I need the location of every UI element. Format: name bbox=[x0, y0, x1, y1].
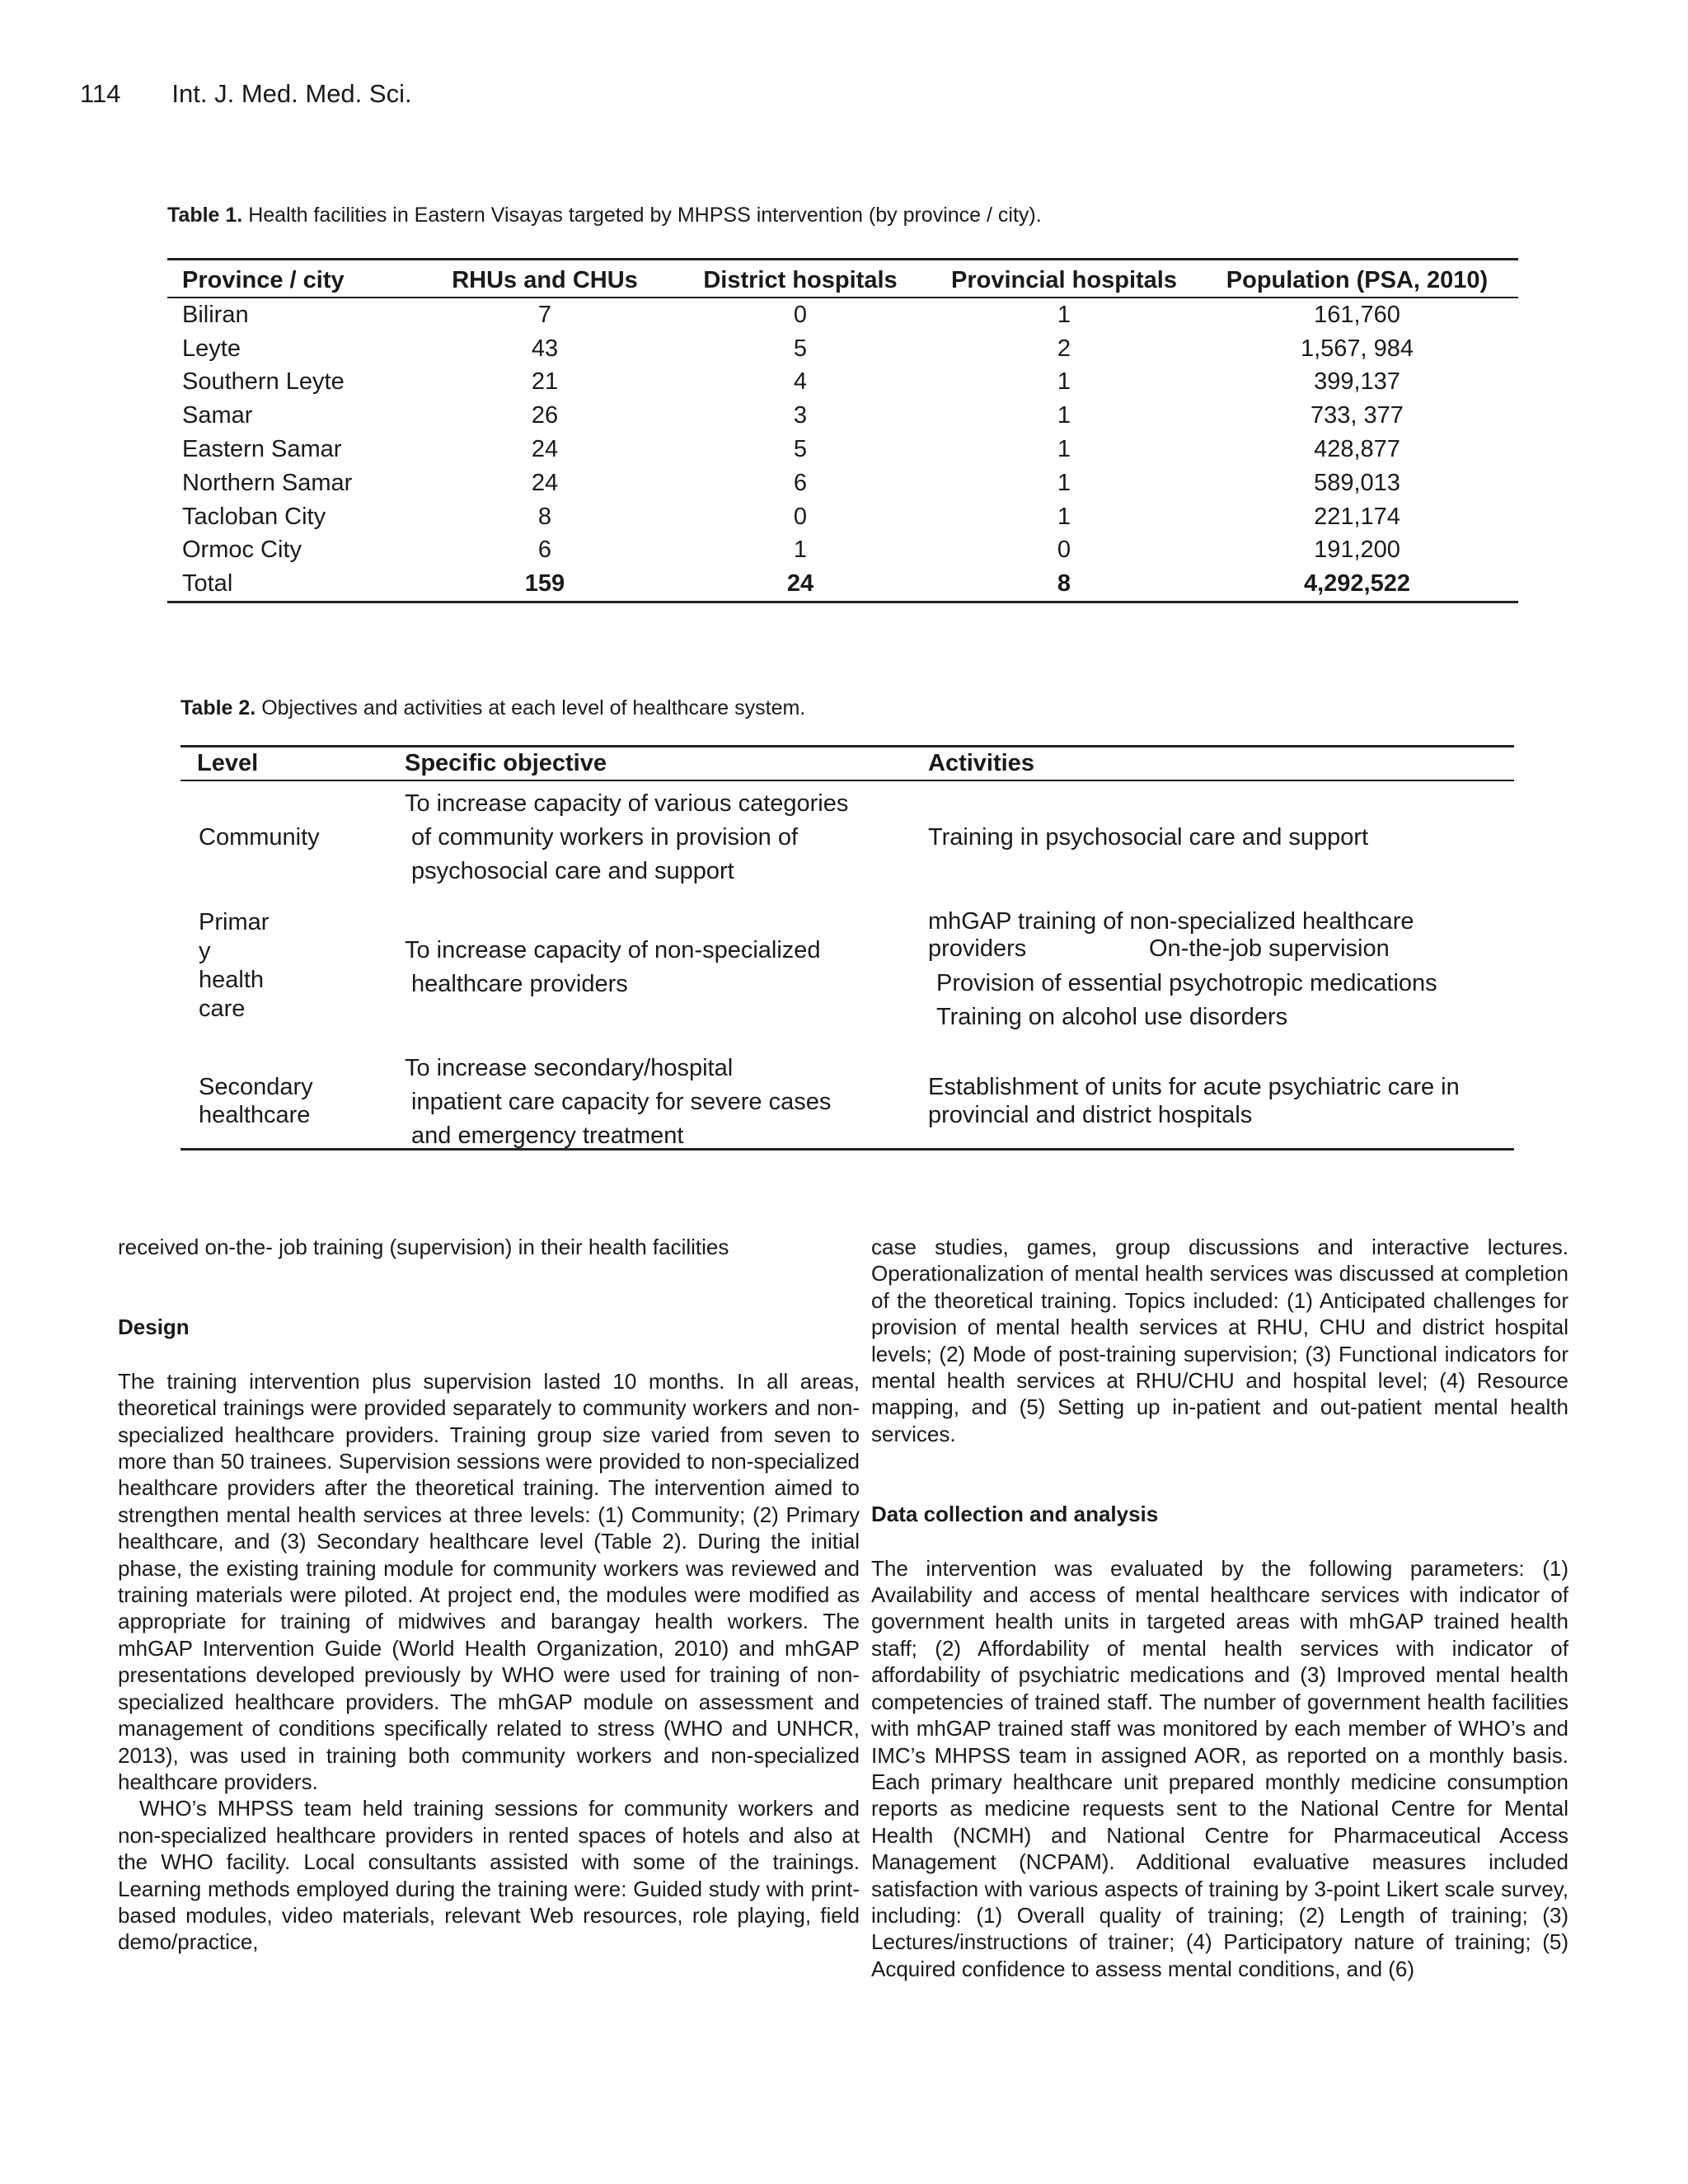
column-header: Province / city bbox=[167, 260, 421, 298]
table-cell: 733, 377 bbox=[1311, 402, 1404, 429]
table-row bbox=[167, 534, 1518, 568]
activity-line: mhGAP training of non-specialized healthcare bbox=[928, 908, 1414, 935]
table-cell: 4,292,522 bbox=[1196, 567, 1518, 602]
table2-caption-text: Objectives and activities at each level of healthcare system. bbox=[261, 696, 806, 719]
cell-line: care bbox=[199, 996, 246, 1022]
cell-line: Training in psychosocial care and support bbox=[928, 824, 1369, 851]
table-cell: 5 bbox=[793, 436, 808, 463]
activity-line: Training on alcohol use disorders bbox=[936, 1004, 1288, 1030]
table-cell: 24 bbox=[531, 469, 559, 496]
cell-line: To increase capacity of various categories bbox=[405, 790, 849, 817]
table-cell: 6 bbox=[537, 537, 552, 564]
table-cell: 2 bbox=[1057, 335, 1071, 362]
cell-line: psychosocial care and support bbox=[411, 858, 734, 884]
cell-line: y bbox=[199, 938, 211, 964]
section-heading: Design bbox=[118, 1315, 190, 1340]
table-cell: 221,174 bbox=[1314, 503, 1400, 530]
objective-cell bbox=[405, 787, 848, 888]
activities-cell bbox=[928, 821, 1368, 855]
cell-line: provincial and district hospitals bbox=[928, 1102, 1253, 1128]
cell-line: Community bbox=[199, 824, 320, 851]
paragraph: received on-the- job training (supervision) in their health facilities bbox=[118, 1235, 729, 1259]
cell-line: of community workers in provision of bbox=[411, 824, 798, 851]
table2-caption bbox=[181, 696, 805, 720]
table-header-row bbox=[167, 260, 1518, 298]
activity-line: On-the-job supervision bbox=[1149, 935, 1390, 962]
table-cell: 8 bbox=[537, 503, 552, 530]
table-row bbox=[167, 433, 1518, 466]
table-row bbox=[167, 366, 1518, 400]
table-cell: 1,567, 984 bbox=[1300, 335, 1414, 362]
running-header bbox=[80, 79, 412, 109]
table-row bbox=[167, 298, 1518, 332]
left-column bbox=[118, 1234, 860, 1956]
table-row bbox=[167, 466, 1518, 500]
activity-line: Provision of essential psychotropic medications bbox=[936, 970, 1437, 996]
column-header: Population (PSA, 2010) bbox=[1196, 260, 1518, 298]
table-cell: 6 bbox=[793, 469, 808, 496]
table-cell: 24 bbox=[668, 567, 932, 602]
cell-line: Establishment of units for acute psychiatric care in bbox=[928, 1074, 1460, 1100]
paragraph: The intervention was evaluated by the following parameters: (1) Availability and access of mental healthcare services with indicator of government health units in targeted areas with mhGAP trained health staff; (2) Affordability of mental health services with indicator of affordability of psychiatric medications and (3) Improved mental health competencies of trained staff. The number of government health facilities with mhGAP trained staff was monitored by each member of WHO’s and IMC’s MHPSS team in assigned AOR, as reported on a monthly basis. Each primary healthcare unit prepared monthly medicine consumption reports as medicine requests sent to the National Centre for Mental Health (NCMH) and National Centre for Pharmaceutical Access Management (NCPAM). Additional evaluative measures included satisfaction with various aspects of training by 3-point Likert scale survey, including: (1) Overall quality of training; (2) Length of training; (3) Lectures/instructions of trainer; (4) Participatory nature of training; (5) Acquired confidence to assess mental conditions, and (6) bbox=[871, 1555, 1568, 1981]
column-header: Activities bbox=[928, 750, 1034, 776]
table-cell: Southern Leyte bbox=[182, 368, 345, 396]
cell-line: To increase capacity of non-specialized bbox=[405, 937, 821, 963]
table-cell: 26 bbox=[531, 402, 559, 429]
table-cell: 0 bbox=[793, 503, 808, 530]
table-cell: 0 bbox=[1057, 537, 1071, 564]
table-cell: 1 bbox=[1057, 503, 1071, 530]
cell-line: healthcare bbox=[199, 1102, 311, 1128]
objectives-table bbox=[181, 745, 1514, 1151]
table-cell: Ormoc City bbox=[182, 537, 302, 564]
journal-title: Int. J. Med. Med. Sci. bbox=[171, 79, 412, 108]
table1-caption bbox=[167, 204, 1042, 227]
facilities-table bbox=[167, 258, 1518, 603]
cell-line: healthcare providers bbox=[411, 971, 628, 997]
table-cell: 1 bbox=[1057, 436, 1071, 463]
table-cell: 43 bbox=[531, 335, 559, 362]
objective-cell bbox=[405, 934, 821, 1001]
table-cell: 428,877 bbox=[1314, 436, 1400, 463]
table-cell: 1 bbox=[793, 537, 808, 564]
table-cell: 589,013 bbox=[1314, 469, 1400, 496]
paragraph: The training intervention plus supervision lasted 10 months. In all areas, theoretical trainings were provided separately to community workers and non-specialized healthcare providers. Training group size varied from seven to more than 50 trainees. Supervision sessions were provided to non-specialized healthcare providers after the theoretical training. The intervention aimed to strengthen mental health services at three levels: (1) Community; (2) Primary healthcare, and (3) Secondary healthcare level (Table 2). During the initial phase, the existing training module for community workers was reviewed and training materials were piloted. At project end, the modules were modified as appropriate for training of midwives and barangay health workers. The mhGAP Intervention Guide (World Health Organization, 2010) and mhGAP presentations developed previously by WHO were used for training of non-specialized healthcare providers. The mhGAP module on assessment and management of conditions specifically related to stress (WHO and UNHCR, 2013), was used in training both community workers and non-specialized healthcare providers. bbox=[118, 1368, 860, 1794]
column-header: District hospitals bbox=[668, 260, 932, 298]
table-cell: 24 bbox=[531, 436, 559, 463]
level-cell bbox=[199, 908, 269, 1024]
table-cell: 1 bbox=[1057, 301, 1071, 328]
level-cell bbox=[199, 1073, 313, 1129]
cell-line: Primar bbox=[199, 909, 270, 935]
column-header: Provincial hospitals bbox=[932, 260, 1196, 298]
cell-line: and emergency treatment bbox=[411, 1122, 684, 1149]
activities-cell bbox=[928, 1073, 1460, 1129]
cell-line: Secondary bbox=[199, 1074, 313, 1100]
table-cell: 191,200 bbox=[1314, 537, 1400, 564]
table-cell: 0 bbox=[793, 301, 808, 328]
table-rule bbox=[181, 745, 1514, 748]
table-cell: 399,137 bbox=[1314, 368, 1400, 396]
table-row bbox=[167, 500, 1518, 534]
level-cell bbox=[199, 821, 320, 855]
table-row bbox=[167, 399, 1518, 433]
table-cell: 159 bbox=[421, 567, 668, 602]
cell-line: To increase secondary/hospital bbox=[405, 1055, 734, 1081]
objective-cell bbox=[405, 1052, 831, 1153]
paragraph: WHO’s MHPSS team held training sessions for community workers and non-specialized healthcare providers in rented spaces of hotels and also at the WHO facility. Local consultants assisted with some of the trainings. Learning methods employed during the training were: Guided study with print-based modules, video materials, relevant Web resources, role playing, field demo/practice, bbox=[118, 1796, 860, 1955]
table-cell: 5 bbox=[793, 335, 808, 362]
table-cell: 7 bbox=[537, 301, 552, 328]
paragraph: case studies, games, group discussions and interactive lectures. Operationalization of mental health services was discussed at completion of the theoretical training. Topics included: (1) Anticipated challenges for provision of mental health services at RHU, CHU and district hospital levels; (2) Mode of post-training supervision; (3) Functional indicators for mental health services at RHU/CHU and hospital level; (4) Resource mapping, and (5) Setting up in-patient and out-patient mental health services. bbox=[871, 1235, 1568, 1446]
table-cell: Tacloban City bbox=[182, 503, 326, 530]
table-cell: Eastern Samar bbox=[182, 436, 342, 463]
page-number: 114 bbox=[80, 79, 121, 108]
table-cell: Biliran bbox=[182, 301, 249, 328]
table-cell: Northern Samar bbox=[182, 469, 353, 496]
activity-line: providers bbox=[928, 935, 1027, 962]
section-heading: Data collection and analysis bbox=[871, 1502, 1159, 1527]
table-cell: 1 bbox=[1057, 402, 1071, 429]
table1-caption-text: Health facilities in Eastern Visayas targeted by MHPSS intervention (by province / city). bbox=[248, 204, 1042, 227]
table-cell: 21 bbox=[531, 368, 559, 396]
table-row bbox=[167, 332, 1518, 366]
column-header: Specific objective bbox=[405, 750, 607, 776]
table-cell: 4 bbox=[793, 368, 808, 396]
table2-caption-label: Table 2. bbox=[181, 696, 256, 719]
table-cell: 3 bbox=[793, 402, 808, 429]
table-cell: 1 bbox=[1057, 469, 1071, 496]
table-total-row bbox=[167, 567, 1518, 602]
table-rule bbox=[181, 1148, 1514, 1151]
cell-line: health bbox=[199, 967, 265, 993]
table-rule bbox=[181, 780, 1514, 781]
cell-line: inpatient care capacity for severe cases bbox=[411, 1089, 832, 1115]
table-cell: 161,760 bbox=[1314, 301, 1400, 328]
table-cell: Samar bbox=[182, 402, 253, 429]
table-cell: Total bbox=[167, 567, 421, 602]
table1-caption-label: Table 1. bbox=[167, 204, 243, 227]
right-column bbox=[871, 1234, 1568, 1982]
column-header: RHUs and CHUs bbox=[421, 260, 668, 298]
table-cell: 8 bbox=[932, 567, 1196, 602]
column-header: Level bbox=[197, 750, 259, 776]
table-cell: Leyte bbox=[182, 335, 241, 362]
table-cell: 1 bbox=[1057, 368, 1071, 396]
